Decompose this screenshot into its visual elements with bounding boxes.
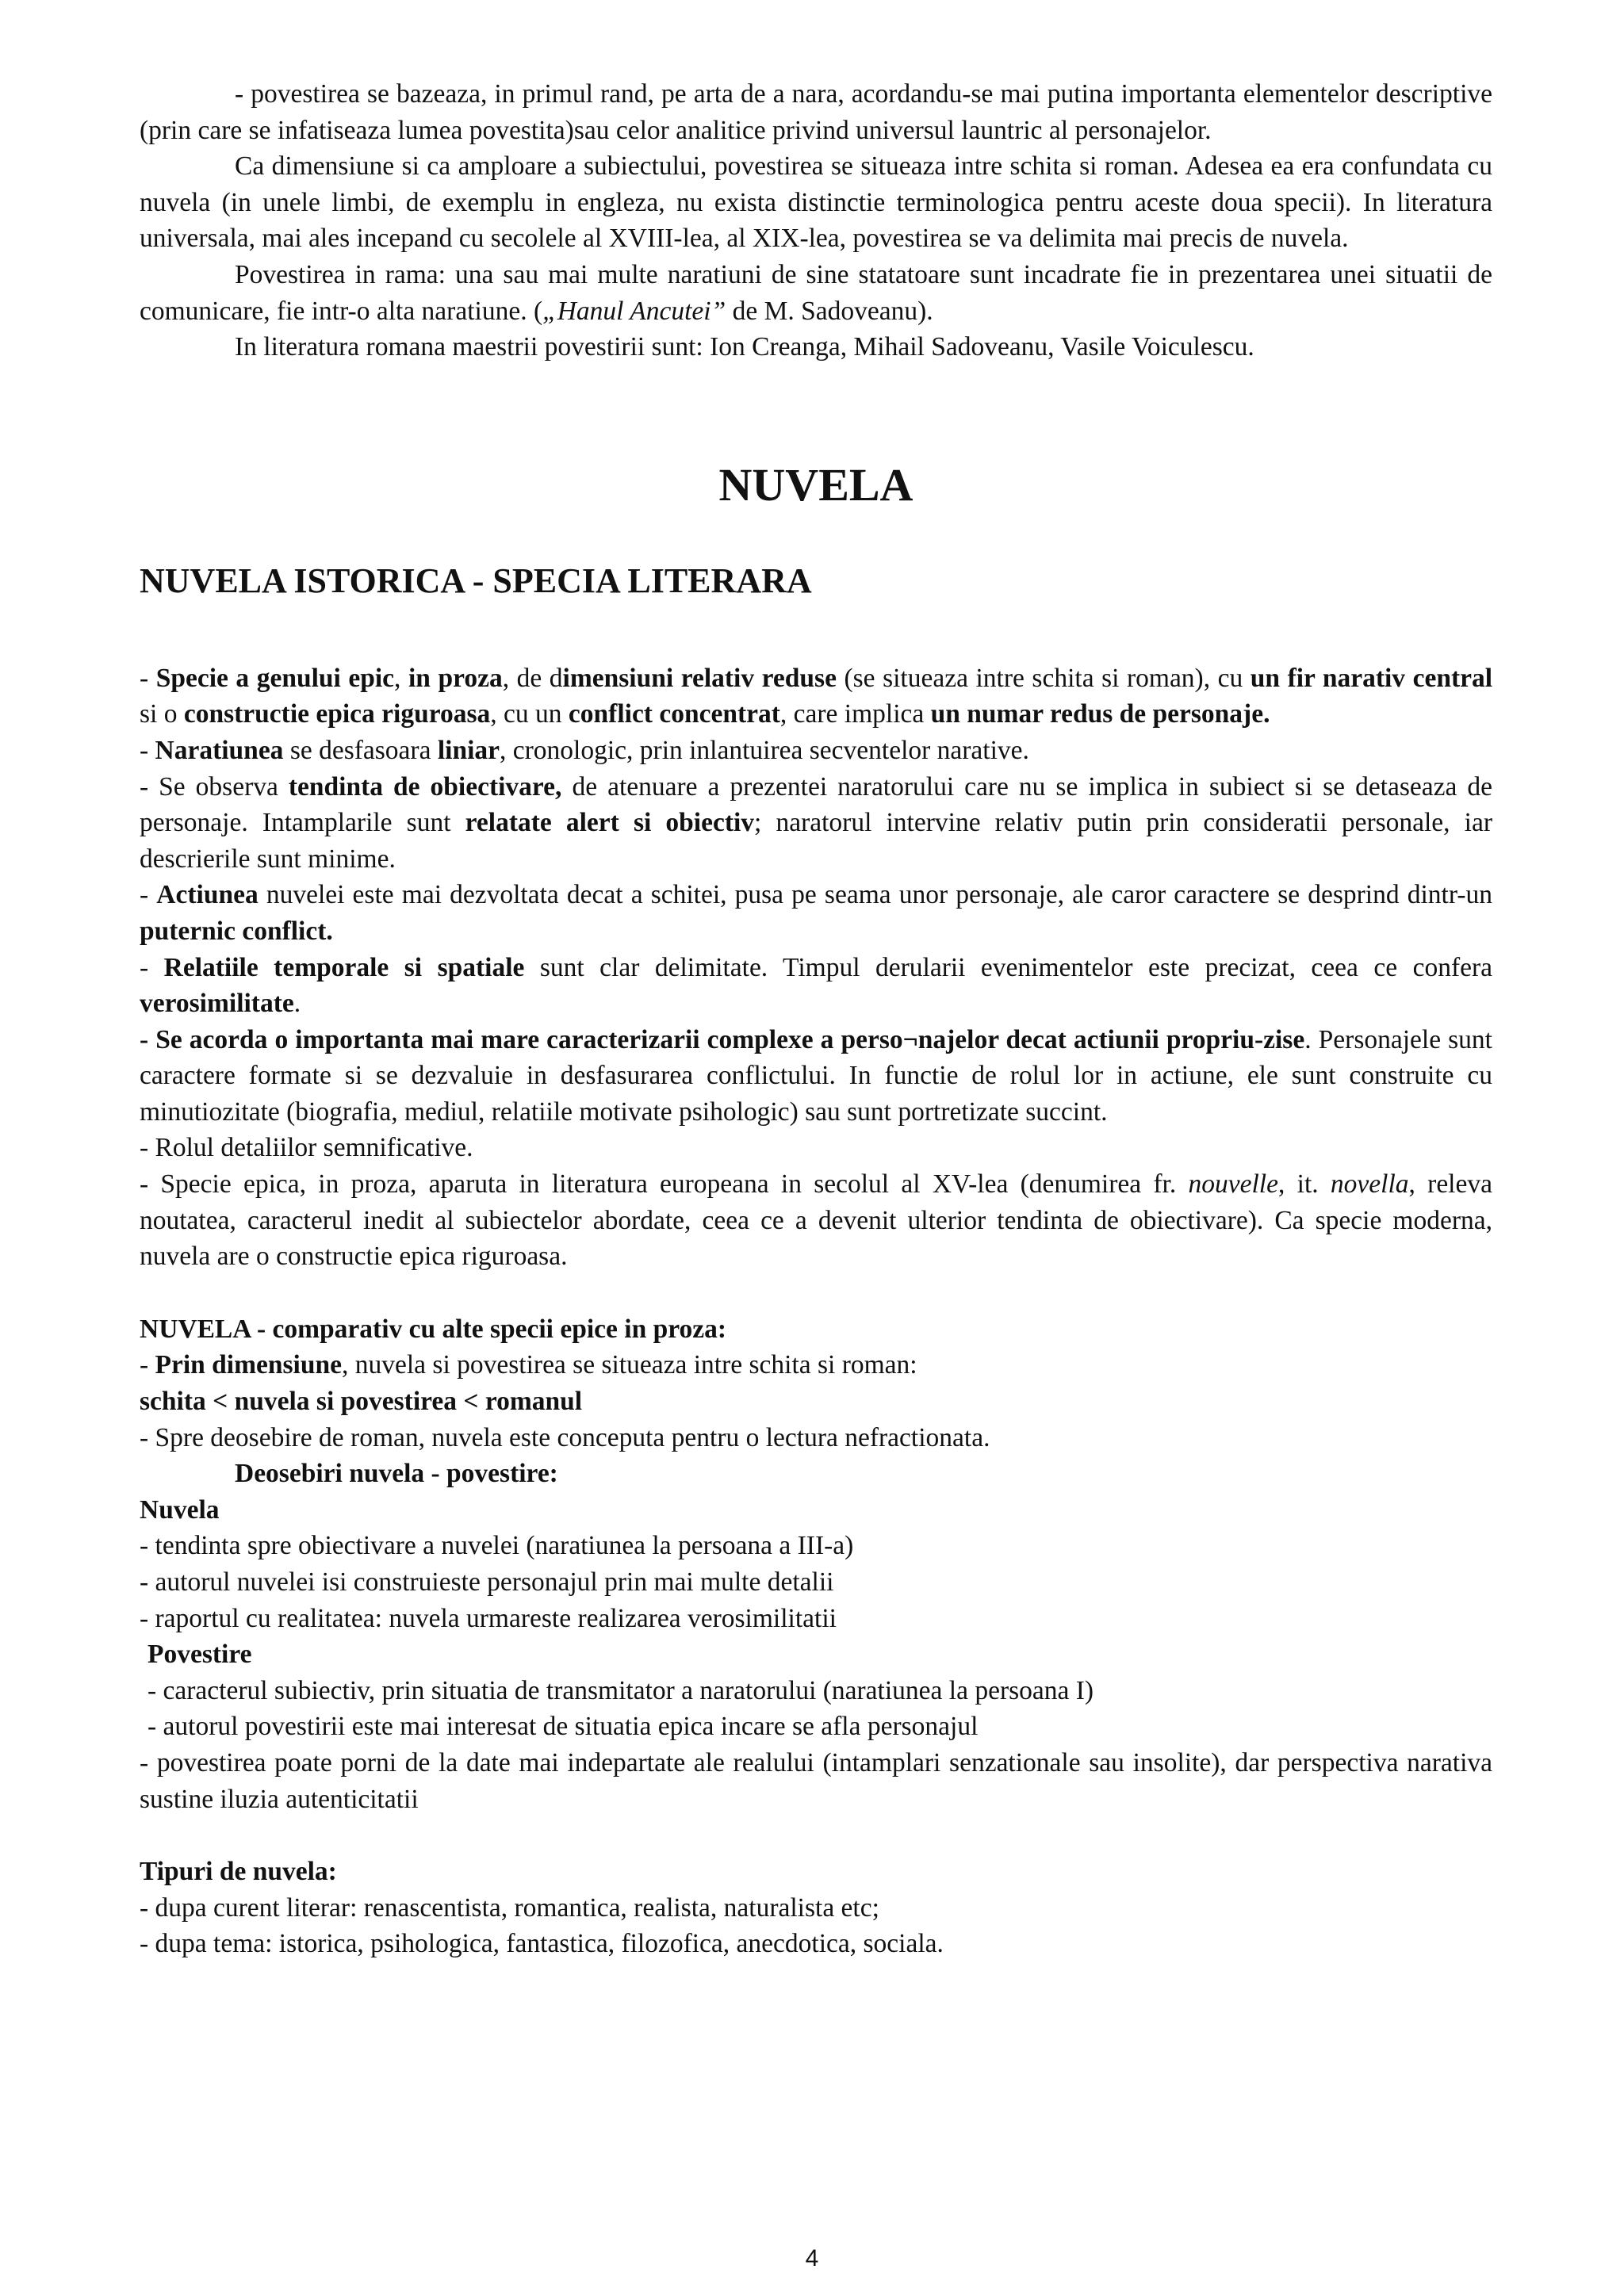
bold-run: Nuvela	[140, 1494, 220, 1525]
list-item: - dupa tema: istorica, psihologica, fantastica, filozofica, anecdotica, sociala.	[140, 1929, 944, 1959]
definition-line	[140, 660, 1492, 733]
nuvela-label	[140, 1492, 1492, 1529]
bold-run: conflict concentrat	[568, 699, 780, 729]
bold-run: Tipuri de nuvela:	[140, 1857, 337, 1887]
text-run: de M. Sadoveanu).	[726, 296, 933, 326]
bold-run: constructie epica riguroasa	[183, 699, 491, 729]
text-run: (se situeaza intre schita si roman), cu	[836, 663, 1251, 693]
italic-run: nouvelle	[1188, 1169, 1278, 1200]
page-title: NUVELA	[718, 458, 914, 511]
italic-run: novella	[1330, 1169, 1409, 1200]
intro-section	[140, 76, 1492, 365]
list-item: - dupa curent literar: renascentista, romantica, realista, naturalista etc;	[140, 1892, 879, 1923]
types-section	[140, 1854, 1492, 1962]
bold-run: Naratiunea	[155, 735, 284, 765]
text-run: , it.	[1278, 1169, 1331, 1200]
text-run: ,	[394, 663, 408, 693]
bold-run: Povestire	[147, 1640, 252, 1670]
comparison-line	[140, 1383, 1492, 1420]
text-run: ; naratorul intervine relativ putin prin consideratii personale, iar descrierile sunt minime.	[140, 808, 1492, 874]
list-item: - povestirea poate porni de la date mai indepartate ale realului (intamplari senzationale sau insolite), dar perspectiva narativa sustine iluzia autenticitatii	[140, 1747, 1492, 1814]
text-run: -	[140, 880, 157, 910]
text-run: . Personajele sunt caractere formate si se dezvaluie in desfasurarea conflictului. In functie de rolul lor in actiune, ele sunt construite cu minutiozitate (biografia, mediul, relatiile motivate psihologic) sau sunt portretizate succint.	[140, 1024, 1492, 1127]
comparison-heading	[140, 1311, 1492, 1348]
definition-line	[140, 769, 1492, 878]
text-run: , de d	[502, 663, 563, 693]
text-run: , releva noutatea, caracterul inedit al subiectelor abordate, ceea ce a devenit ulterior tendinta de obiectivare). Ca specie moderna, nuvela are o constructie epica riguroasa.	[140, 1169, 1492, 1272]
list-item: - tendinta spre obiectivare a nuvelei (naratiunea la persoana a III-a)	[140, 1531, 854, 1561]
text-run: - Specie epica, in proza, aparuta in literatura europeana in secolul al XV-lea (denumirea fr.	[140, 1169, 1189, 1200]
povestire-label	[140, 1636, 1492, 1673]
list-item: - autorul nuvelei isi construieste personajul prin mai multe detalii	[140, 1567, 834, 1597]
list-item: - raportul cu realitatea: nuvela urmareste realizarea verosimilitatii	[140, 1603, 837, 1633]
bold-run: liniar	[437, 735, 500, 765]
bold-run: imensiuni relativ reduse	[562, 663, 837, 693]
section-heading: NUVELA ISTORICA - SPECIA LITERARA	[140, 561, 812, 600]
bold-run: in proza	[408, 663, 503, 693]
definition-section	[140, 660, 1492, 1275]
text-run: -	[140, 952, 164, 982]
text-run: , care implica	[779, 699, 931, 729]
paragraph	[140, 257, 1492, 329]
bold-run: un numar redus de personaje.	[930, 699, 1270, 729]
paragraph: - povestirea se bazeaza, in primul rand, pe arta de a nara, acordandu-se mai putina importanta elementelor descriptive (prin care se infatiseaza lumea povestita)sau celor analitice privind universul launtric al personajelor.	[140, 79, 1492, 145]
text-run: - Se observa	[140, 771, 289, 802]
bold-run: schita < nuvela si povestirea < romanul	[140, 1387, 583, 1417]
comparison-line	[140, 1347, 1492, 1383]
bold-run: Specie a genului epic	[155, 663, 395, 693]
definition-line	[140, 1022, 1492, 1131]
text-run: Povestirea in rama: una sau mai multe naratiuni de sine statatoare sunt incadrate fie in prezentarea unei situatii de comunicare, fie intr-o alta naratiune. (	[140, 259, 1492, 326]
bold-run: verosimilitate	[140, 989, 294, 1019]
text-run: -	[140, 735, 155, 765]
bold-run: relatate alert si obiectiv	[465, 808, 755, 838]
text-run: , cronologic, prin inlantuirea secventelor narative.	[500, 735, 1029, 765]
bold-run: puternic conflict.	[140, 916, 333, 946]
definition-line	[140, 733, 1492, 769]
text-run: -	[140, 1350, 155, 1380]
text-run: nuvelei este mai dezvoltata decat a schitei, pusa pe seama unor personaje, ale caror caractere se desprind dintr-un	[258, 880, 1493, 910]
text-run: se desfasoara	[283, 735, 438, 765]
definition-line: - Rolul detaliilor semnificative.	[140, 1133, 473, 1163]
book-title: „Hanul Ancutei”	[542, 296, 726, 326]
bold-run: - Se acorda o importanta mai mare caracterizarii complexe a perso¬najelor decat actiunii propriu-zise	[140, 1024, 1305, 1054]
paragraph: Ca dimensiune si ca amploare a subiectului, povestirea se situeaza intre schita si roman. Adesea ea era confundata cu nuvela (in unele limbi, de exemplu in engleza, nu exista distinctie terminologica pentru aceste doua specii). In literatura universala, mai ales incepand cu secolele al XVIII-lea, al XIX-lea, povestirea se va delimita mai precis de nuvela.	[140, 151, 1492, 254]
list-item: - autorul povestirii este mai interesat de situatia epica incare se afla personajul	[147, 1712, 979, 1742]
bold-run: un fir narativ central	[1250, 663, 1493, 693]
bold-run: Actiunea	[156, 880, 259, 910]
definition-line	[140, 1166, 1492, 1275]
bold-run: Relatiile temporale si spatiale	[163, 952, 525, 982]
comparison-section	[140, 1311, 1492, 1817]
list-item: - caracterul subiectiv, prin situatia de transmitator a naratorului (naratiunea la persoana I)	[147, 1675, 1094, 1705]
definition-line	[140, 950, 1492, 1022]
text-run: de atenuare a prezentei naratorului care nu se implica in subiect si se detaseaza de personaje. Intamplarile sunt	[140, 771, 1493, 838]
bold-run: NUVELA - comparativ cu alte specii epice in proza:	[140, 1314, 727, 1344]
paragraph: In literatura romana maestrii povestirii sunt: Ion Creanga, Mihail Sadoveanu, Vasile Voiculescu.	[235, 332, 1254, 362]
text-run: -	[140, 663, 156, 693]
text-run: sunt clar delimitate. Timpul derularii evenimentelor este precizat, ceea ce confera	[524, 952, 1493, 982]
text-run: si o	[140, 699, 184, 729]
comparison-line: - Spre deosebire de roman, nuvela este conceputa pentru o lectura nefractionata.	[140, 1422, 990, 1452]
definition-line	[140, 877, 1492, 949]
page-number: 4	[805, 2245, 819, 2271]
bold-run: tendinta de obiectivare,	[288, 771, 562, 802]
text-run: , nuvela si povestirea se situeaza intre schita si roman:	[342, 1350, 917, 1380]
types-heading	[140, 1854, 1492, 1890]
text-run: .	[293, 989, 301, 1019]
bold-run: Prin dimensiune	[155, 1350, 342, 1380]
text-run: , cu un	[490, 699, 569, 729]
differences-heading	[140, 1456, 1492, 1492]
bold-run: Deosebiri nuvela - povestire:	[235, 1459, 558, 1489]
